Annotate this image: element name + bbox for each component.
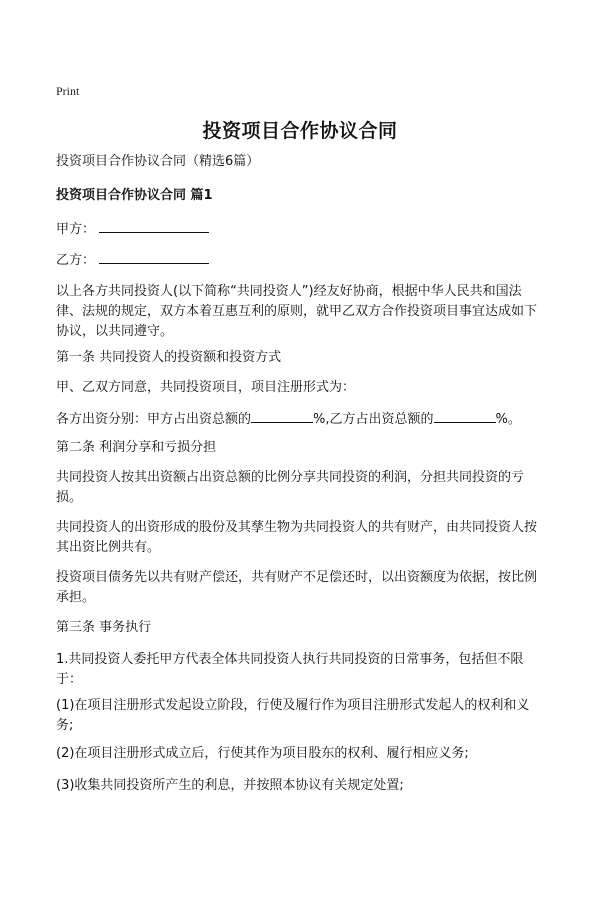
article-3-paragraph-1: 1.共同投资人委托甲方代表全体共同投资人执行共同投资的日常事务，包括但不限于： <box>56 652 524 687</box>
article-3-title: 第三条 事务执行 <box>56 620 152 635</box>
document-subtitle: 投资项目合作协议合同（精选6篇） <box>56 154 260 169</box>
contribution-text-b: %,乙方占出资总额的 <box>313 412 434 427</box>
article-2-paragraph-3: 投资项目债务先以共有财产偿还，共有财产不足偿还时，以出资额度为依据，按比例承担。 <box>56 570 538 605</box>
article-2-title: 第二条 利润分享和亏损分担 <box>56 440 217 455</box>
article-3-item-3: (3)收集共同投资所产生的利息，并按照本协议有关规定处置; <box>56 778 404 793</box>
contribution-text-c: %。 <box>495 412 521 427</box>
contribution-text-a: 各方出资分别：甲方占出资总额的 <box>56 412 252 427</box>
party-a-label: 甲方： <box>56 222 96 237</box>
party-a-line <box>56 218 546 240</box>
section-title: 投资项目合作协议合同 篇1 <box>56 188 213 203</box>
party-b-line <box>56 249 546 271</box>
article-2-paragraph-2: 共同投资人的出资形成的股份及其孳生物为共同投资人的共有财产，由共同投资人按其出资比例共有。 <box>56 520 538 555</box>
print-label: Print <box>56 84 80 98</box>
article-2-paragraph-1: 共同投资人按其出资额占出资总额的比例分享共同投资的利润，分担共同投资的亏损。 <box>56 470 525 505</box>
party-b-blank <box>99 249 209 264</box>
article-3-item-2: (2)在项目注册形式成立后，行使其作为项目股东的权利、履行相应义务; <box>56 746 469 761</box>
party-b-percent-blank <box>434 408 496 423</box>
party-b-label: 乙方： <box>56 253 96 268</box>
article-3-item-1: (1)在项目注册形式发起设立阶段，行使及履行作为项目注册形式发起人的权利和义务; <box>56 698 530 733</box>
article-1-paragraph-1: 甲、乙双方同意，共同投资项目，项目注册形式为： <box>56 380 356 395</box>
intro-paragraph: 以上各方共同投资人(以下简称“共同投资人”)经友好协商，根据中华人民共和国法律、法规的规定，双方本着互惠互利的原则，就甲乙双方合作投资项目事宜达成如下协议，以共同遵守。 <box>56 284 538 339</box>
article-1-paragraph-2 <box>56 408 546 430</box>
article-1-title: 第一条 共同投资人的投资额和投资方式 <box>56 350 282 365</box>
document-title: 投资项目合作协议合同 <box>202 120 398 142</box>
party-a-blank <box>99 218 209 233</box>
party-a-percent-blank <box>251 408 313 423</box>
